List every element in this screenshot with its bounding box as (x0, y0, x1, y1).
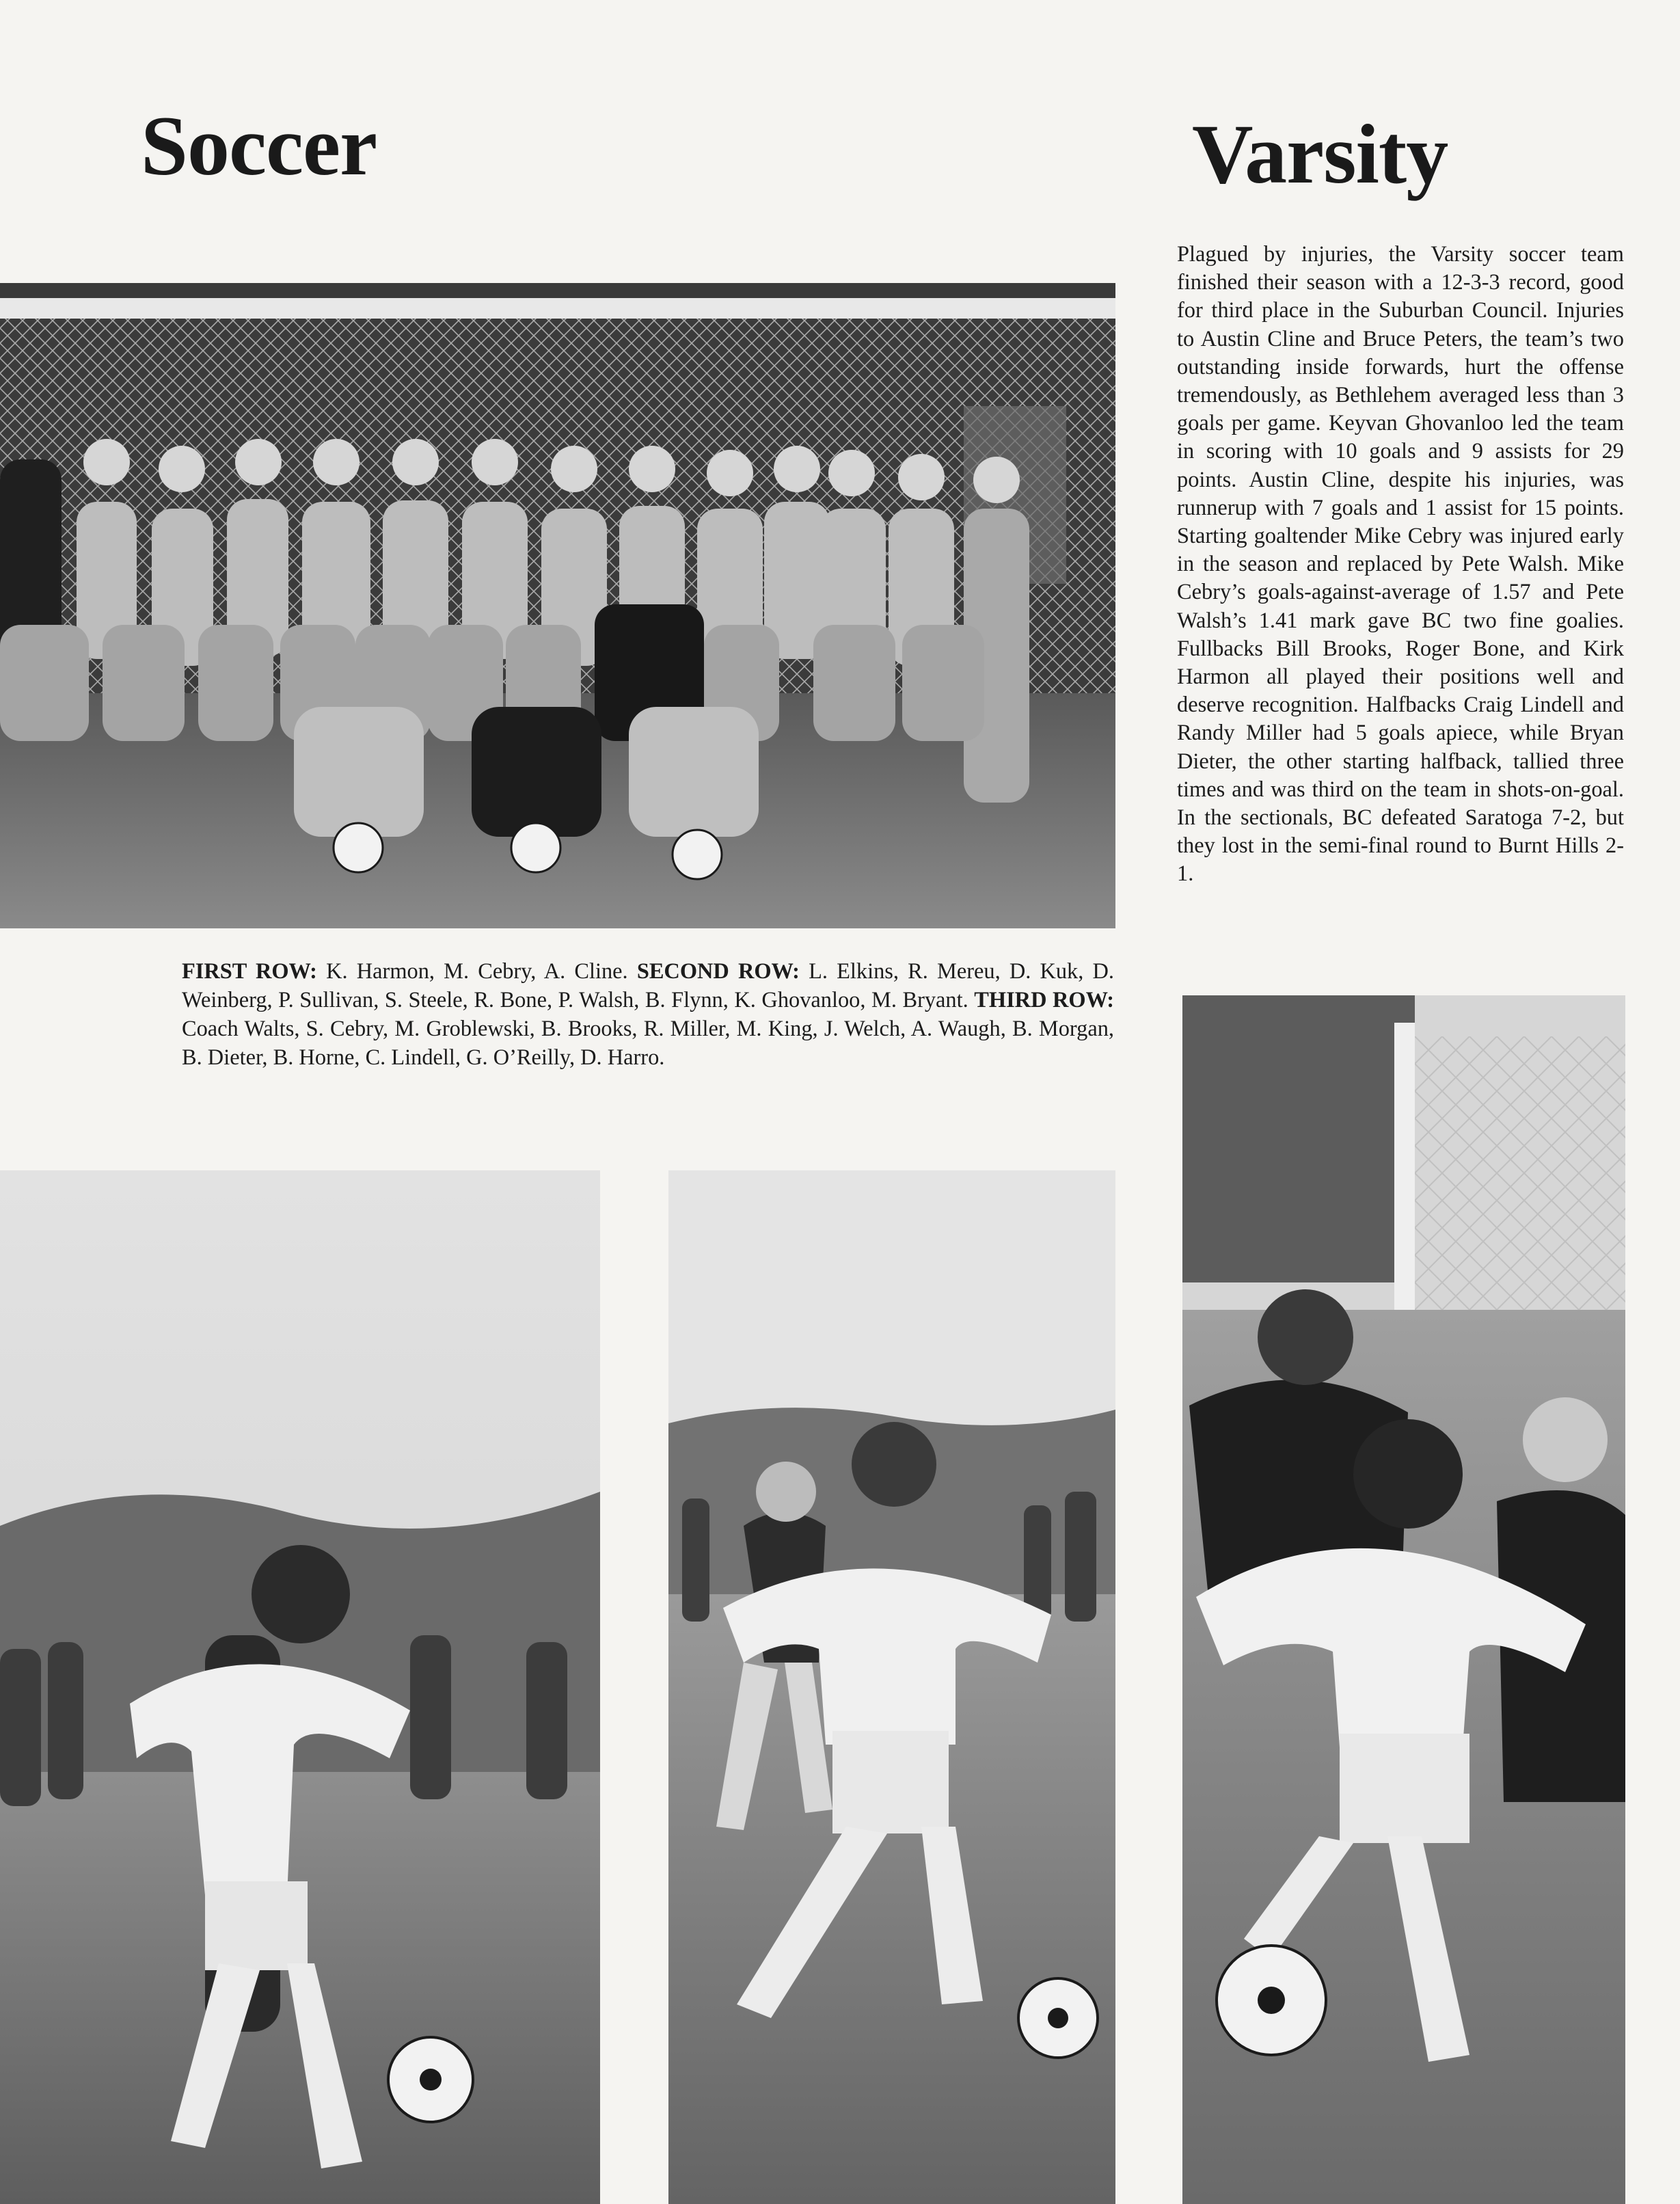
caption-second-row-label: SECOND ROW: (636, 959, 800, 984)
caption-first-row-names: K. Harmon, M. Cebry, A. Cline. (316, 959, 637, 984)
caption-third-row-label: THIRD ROW: (974, 988, 1114, 1012)
action-photo-middle (668, 1170, 1115, 2204)
team-photo-caption (182, 957, 1114, 1072)
action-photo-left-image (0, 1170, 600, 2204)
caption-third-row-names: Coach Walts, S. Cebry, M. Groblewski, B. Brooks, R. Miller, M. King, J. Welch, A. Waugh, B. Morgan, B. Dieter, B. Horne, C. Lindell, G. O’Reilly, D. Harro. (182, 1017, 1114, 1070)
caption-second-row-names: L. Elkins, R. Mereu, D. Kuk, D. Weinberg, P. Sullivan, S. Steele, R. Bone, P. Walsh, B. Flynn, K. Ghovanloo, M. Bryant. (182, 959, 1114, 1012)
action-photo-right (1182, 995, 1625, 2204)
page-title-soccer: Soccer (141, 99, 377, 193)
page-title-varsity: Varsity (1192, 107, 1448, 201)
action-photo-right-image (1182, 995, 1625, 2204)
article-text: Plagued by injuries, the Varsity soccer team finished their season with a 12-3-3 record, good for third place in the Suburban Council. Injuries to Austin Cline and Bruce Peters, the team’s two outstanding inside forwards, hurt the offense tremendously, as Bethlehem averaged less than 3 goals per game. Keyvan Ghovanloo led the team in scoring with 10 goals and 9 assists for 29 points. Austin Cline, despite his injuries, was runnerup with 7 goals and 1 assist for 15 points. Starting goaltender Mike Cebry was injured early in the season and replaced by Pete Walsh. Mike Cebry’s goals-against-average of 1.57 and Pete Walsh’s 1.41 mark gave BC two fine goalies. Fullbacks Bill Brooks, Roger Bone, and Kirk Harmon all played their positions well and deserve recognition. Halfbacks Craig Lindell and Randy Miller had 5 goals apiece, while Bryan Dieter, the other starting halfback, tallied three times and was third on the team in shots-on-goal. In the sectionals, BC defeated Saratoga 7-2, but they lost in the semi-final round to Burnt Hills 2-1. (1177, 242, 1624, 887)
caption-first-row-label: FIRST ROW: (182, 959, 317, 984)
action-photo-middle-image (668, 1170, 1115, 2204)
team-photo-image (0, 283, 1115, 928)
action-photo-left (0, 1170, 600, 2204)
team-photo (0, 283, 1115, 928)
